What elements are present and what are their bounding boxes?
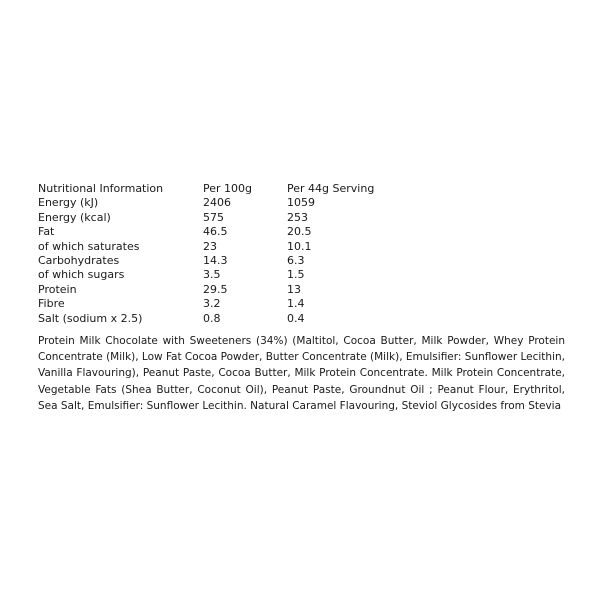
nutrient-per-100g: 14.3	[203, 254, 228, 268]
nutrient-per-100g: 2406	[203, 196, 231, 210]
nutrition-row	[38, 283, 387, 297]
nutrient-per-100g: 3.5	[203, 268, 221, 282]
nutrient-per-100g: 23	[203, 239, 217, 253]
nutrition-row	[38, 312, 387, 326]
nutrient-per-serving: 20.5	[287, 225, 312, 239]
nutrient-per-100g: 575	[203, 210, 224, 224]
ingredients-text: Protein Milk Chocolate with Sweeteners (34%) (Maltitol, Cocoa Butter, Milk Powder, Whey Protein Concentrate (Milk), Low Fat Cocoa Powder, Butter Concentrate (Milk), Emulsifier: Sunflower Lecithin, Vanilla Flavouring), Peanut Paste, Cocoa Butter, Milk Protein Concentrate. Milk Protein Concentrate, Vegetable Fats (Shea Butter, Coconut Oil), Peanut Paste, Groundnut Oil ; Peanut Flour, Erythritol, Sea Salt, Emulsifier: Sunflower Lecithin. Natural Caramel Flavouring, Steviol Glycosides from Stevia	[38, 335, 565, 412]
nutrition-header-row	[38, 182, 387, 196]
nutrient-per-serving: 253	[287, 210, 308, 224]
nutrition-row	[38, 268, 387, 282]
nutrition-row	[38, 297, 387, 311]
nutrient-per-serving: 13	[287, 282, 301, 296]
nutrient-per-serving: 10.1	[287, 239, 312, 253]
nutrition-row	[38, 254, 387, 268]
nutrition-header-per-serving: Per 44g Serving	[287, 182, 375, 195]
nutrition-row	[38, 225, 387, 239]
nutrient-per-100g: 29.5	[203, 282, 228, 296]
nutrient-per-serving: 1059	[287, 196, 315, 210]
nutrition-table	[38, 182, 387, 326]
nutrient-name: Salt (sodium x 2.5)	[38, 311, 143, 325]
nutrient-per-serving: 0.4	[287, 311, 305, 325]
nutrient-per-serving: 6.3	[287, 254, 305, 268]
nutrient-name: of which saturates	[38, 239, 140, 253]
nutrient-per-serving: 1.5	[287, 268, 305, 282]
nutrition-header-name: Nutritional Information	[38, 182, 164, 195]
nutrient-name: of which sugars	[38, 268, 125, 282]
nutrition-header-per-100g: Per 100g	[203, 182, 253, 195]
nutrient-per-100g: 46.5	[203, 225, 228, 239]
nutrient-per-serving: 1.4	[287, 297, 305, 311]
nutrition-row	[38, 196, 387, 210]
nutrient-name: Fibre	[38, 297, 65, 311]
nutrient-name: Energy (kJ)	[38, 196, 99, 210]
nutrient-name: Fat	[38, 225, 55, 239]
nutrient-per-100g: 3.2	[203, 297, 221, 311]
nutrient-name: Protein	[38, 282, 77, 296]
nutrient-per-100g: 0.8	[203, 311, 221, 325]
nutrition-row	[38, 240, 387, 254]
nutrient-name: Carbohydrates	[38, 254, 120, 268]
nutrient-name: Energy (kcal)	[38, 210, 111, 224]
nutrition-row	[38, 211, 387, 225]
